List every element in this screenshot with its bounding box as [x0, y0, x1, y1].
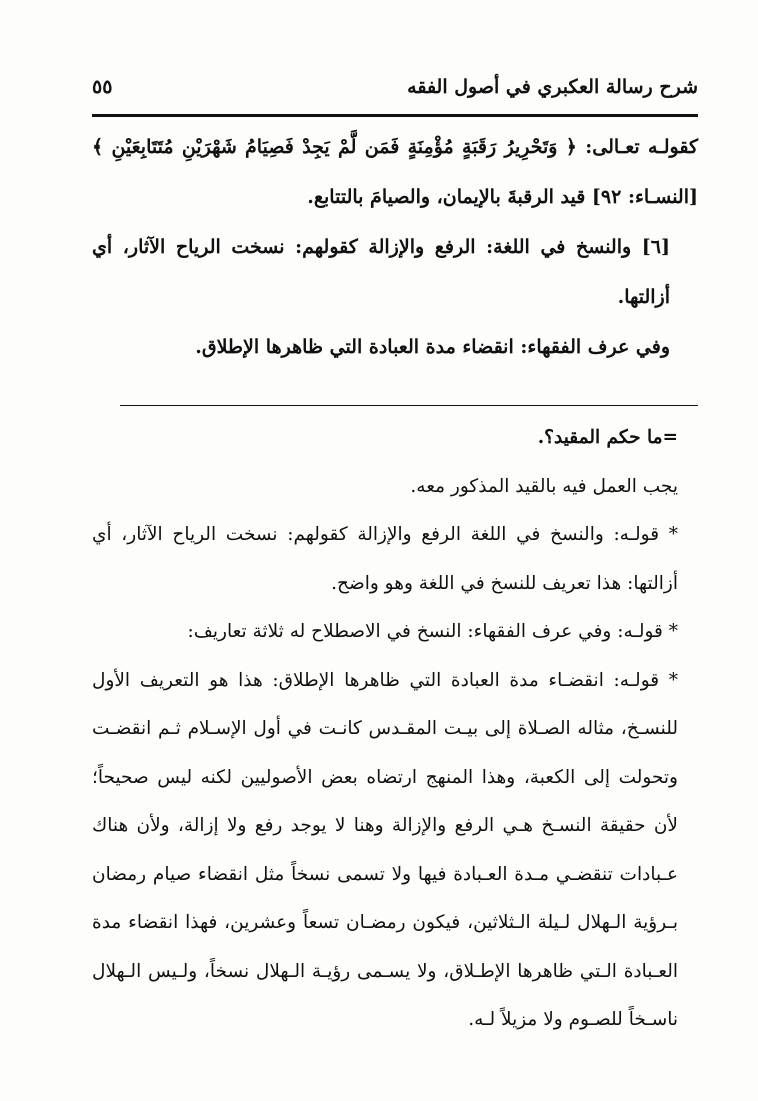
header-rule	[92, 114, 698, 117]
page-header	[92, 74, 698, 108]
main-paragraph-verse: كقولـه تعـالى: ﴿ وَتَحْرِيرُ رَقَبَةٍ مُؤْمِنَةٍ فَمَن لَّمْ يَجِدْ فَصِيَامُ شَهْرَيْنِ مُتَتَابِعَيْنِ ﴾ [النسـاء: ٩٢] قيد الرقبةَ بالإيمان، والصيامَ بالتتابع.	[92, 136, 698, 208]
main-text	[92, 122, 698, 372]
commentary-text	[92, 414, 698, 1045]
running-title: شرح رسالة العكبري في أصول الفقه	[407, 76, 698, 98]
page-number: ٥٥	[92, 76, 113, 98]
commentary-paragraph-2: * قولـه: وفي عرف الفقهاء: النسخ في الاصطلاح له ثلاثة تعاريف:	[187, 621, 678, 642]
main-paragraph-naskh-language: [٦] والنسخ في اللغة: الرفع والإزالة كقولهم: نسخت الرياح الآثار، أي أزالتها.	[92, 236, 670, 308]
commentary-paragraph-3: * قولـه: انقضـاء مدة العبادة التي ظاهرها الإطلاق: هذا هو التعريف الأول للنسـخ، مثاله الصـلاة إلى بيـت المقـدس كانـت في أول الإسـلام ثـم انقضـت وتحولت إلى الكعبة، وهذا المنهج ارتضاه بعض الأصوليين لكنه ليس صحيحاً؛ لأن حقيقة النسـخ هـي الرفع والإزالة وهنا لا يوجد رفع ولا إزالة، ولأن هناك عـبادات تنقضـي مـدة العـبادة فيها ولا تسمى نسخاً مثل انقضاء صيام رمضان بـرؤية الـهلال لـيلة الـثلاثين، فيكون رمضـان تسعاً وعشرين، فهذا انقضاء مدة العـبادة الـتي ظاهرها الإطـلاق، ولا يسـمى رؤيـة الـهلال نسخاً، ولـيس الـهلال ناسـخاً للصـوم ولا مزيلاً لـه.	[92, 669, 678, 1030]
commentary-paragraph-1: * قولـه: والنسخ في اللغة الرفع والإزالة كقولهم: نسخت الرياح الآثار، أي أزالتها: هذا تعريف للنسخ في اللغة وهو واضح.	[92, 524, 678, 594]
commentary-answer: يجب العمل فيه بالقيد المذكور معه.	[410, 475, 678, 497]
separator-rule	[120, 405, 698, 406]
main-paragraph-naskh-jurists: وفي عرف الفقهاء: انقضاء مدة العبادة التي ظاهرها الإطلاق.	[195, 336, 670, 358]
commentary-question: =ما حكم المقيد؟.	[537, 427, 678, 448]
